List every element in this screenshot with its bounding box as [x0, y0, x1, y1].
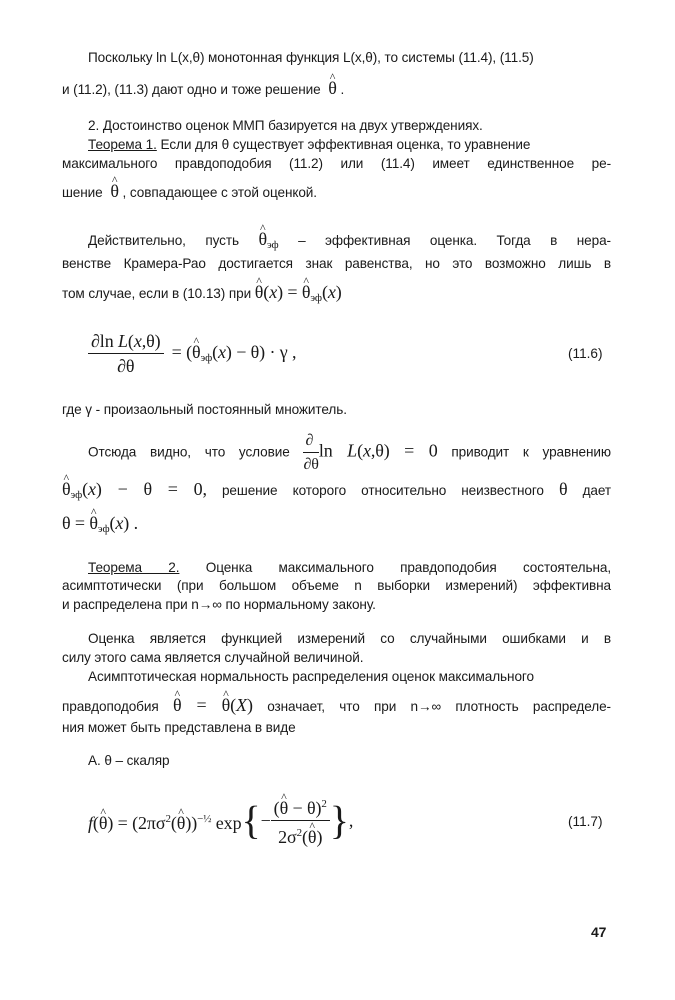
p5-line3: θ = ^ $\theta_{эф}(x)$ . — [62, 515, 138, 534]
equation-11-6: $\frac{\text{∂ln L(x,θ)}}{\partial\theta}$ = (^ $\theta_{эф}(x) - \theta) \cdot \gamma$ , — [88, 330, 296, 377]
theorem1-line1: Теорема 1. Если для θ существует эффективная оценка, то уравнение — [88, 137, 531, 152]
p1-line1: Поскольку ln L(x,θ) монотонная функция L(x,θ), то системы (11.4), (11.5) — [88, 50, 534, 65]
theorem2-line2: асимптотически (при большом объеме n выборки измерений) эффективна — [62, 578, 611, 593]
p8-item: А. θ – скаляр — [88, 753, 170, 768]
theta-hat-eff-symbol: ^ $\theta_{эф}$ — [258, 229, 278, 249]
p3-line2: венстве Крамера-Рао достигается знак равенства, но это возможно лишь в — [62, 256, 611, 271]
eq-11-6-number: (11.6) — [568, 346, 603, 361]
condition-formula: ^ θ(x) = ^ $\theta_{эф}(x)$ — [255, 282, 342, 302]
theorem2-line1: Теорема 2. Оценка максимального правдоподобия состоятельна, — [88, 560, 611, 575]
p3-line1: Действительно, пусть ^ $\theta_{эф}$ – эффективная оценка. Тогда в нера- — [88, 231, 611, 250]
p3-line3: том случае, если в (10.13) при ^ θ(x) = ^ $\theta_{эф}(x)$ — [62, 284, 342, 303]
p7-line1: Асимптотическая нормальность распределения оценок максимального — [88, 669, 534, 684]
eq-11-7-number: (11.7) — [568, 814, 603, 829]
theta-hat-symbol: ^ θ — [110, 181, 119, 201]
p7-line3: ния может быть представлена в виде — [62, 720, 296, 735]
p5-line1: Отсюда видно, что условие $\frac{\partial}{\partial\theta}$ ln L(x,θ) = 0 приводит к уравнению — [88, 432, 611, 473]
p1-line2: и (11.2), (11.3) дают одно и тоже решение ^ θ . — [62, 80, 344, 98]
p7-line2: правдоподобия ^ θ = ^ θ(X) означает, что при n→∞ плотность распределе- — [62, 697, 611, 715]
p2-item: 2. Достоинство оценок ММП базируется на двух утверждениях. — [88, 118, 483, 133]
theorem2-line3: и распределена при n→∞ по нормальному закону. — [62, 597, 376, 612]
p6-line2: силу этого сама является случайной величиной. — [62, 650, 364, 665]
equation-11-7: f(^ $\theta) = (2\pi\sigma^2(\^{}$ θ))$^{-\frac{1}{2}}$ exp{− $\frac{(\^{} \theta - \theta)^2}{2\sigma^2(\^{} \theta)}$ }, — [88, 793, 353, 848]
p6-line1: Оценка является функцией измерений со случайными ошибками и в — [88, 631, 611, 646]
theorem1-label: Теорема 1. — [88, 137, 157, 152]
p5-line2: ^ $\theta_{эф}(x) - \theta = 0$, решение которого относительно неизвестного θ дает — [62, 481, 611, 500]
theta-hat-symbol: ^ θ — [328, 78, 337, 98]
p4-line: где γ - произаольный постоянный множитель. — [62, 402, 347, 417]
theorem1-line3: шение ^ θ , совпадающее с этой оценкой. — [62, 183, 317, 201]
theorem1-line2: максимального правдоподобия (11.2) или (11.4) имеет единственное ре- — [62, 156, 611, 171]
page-number: 47 — [591, 924, 607, 940]
